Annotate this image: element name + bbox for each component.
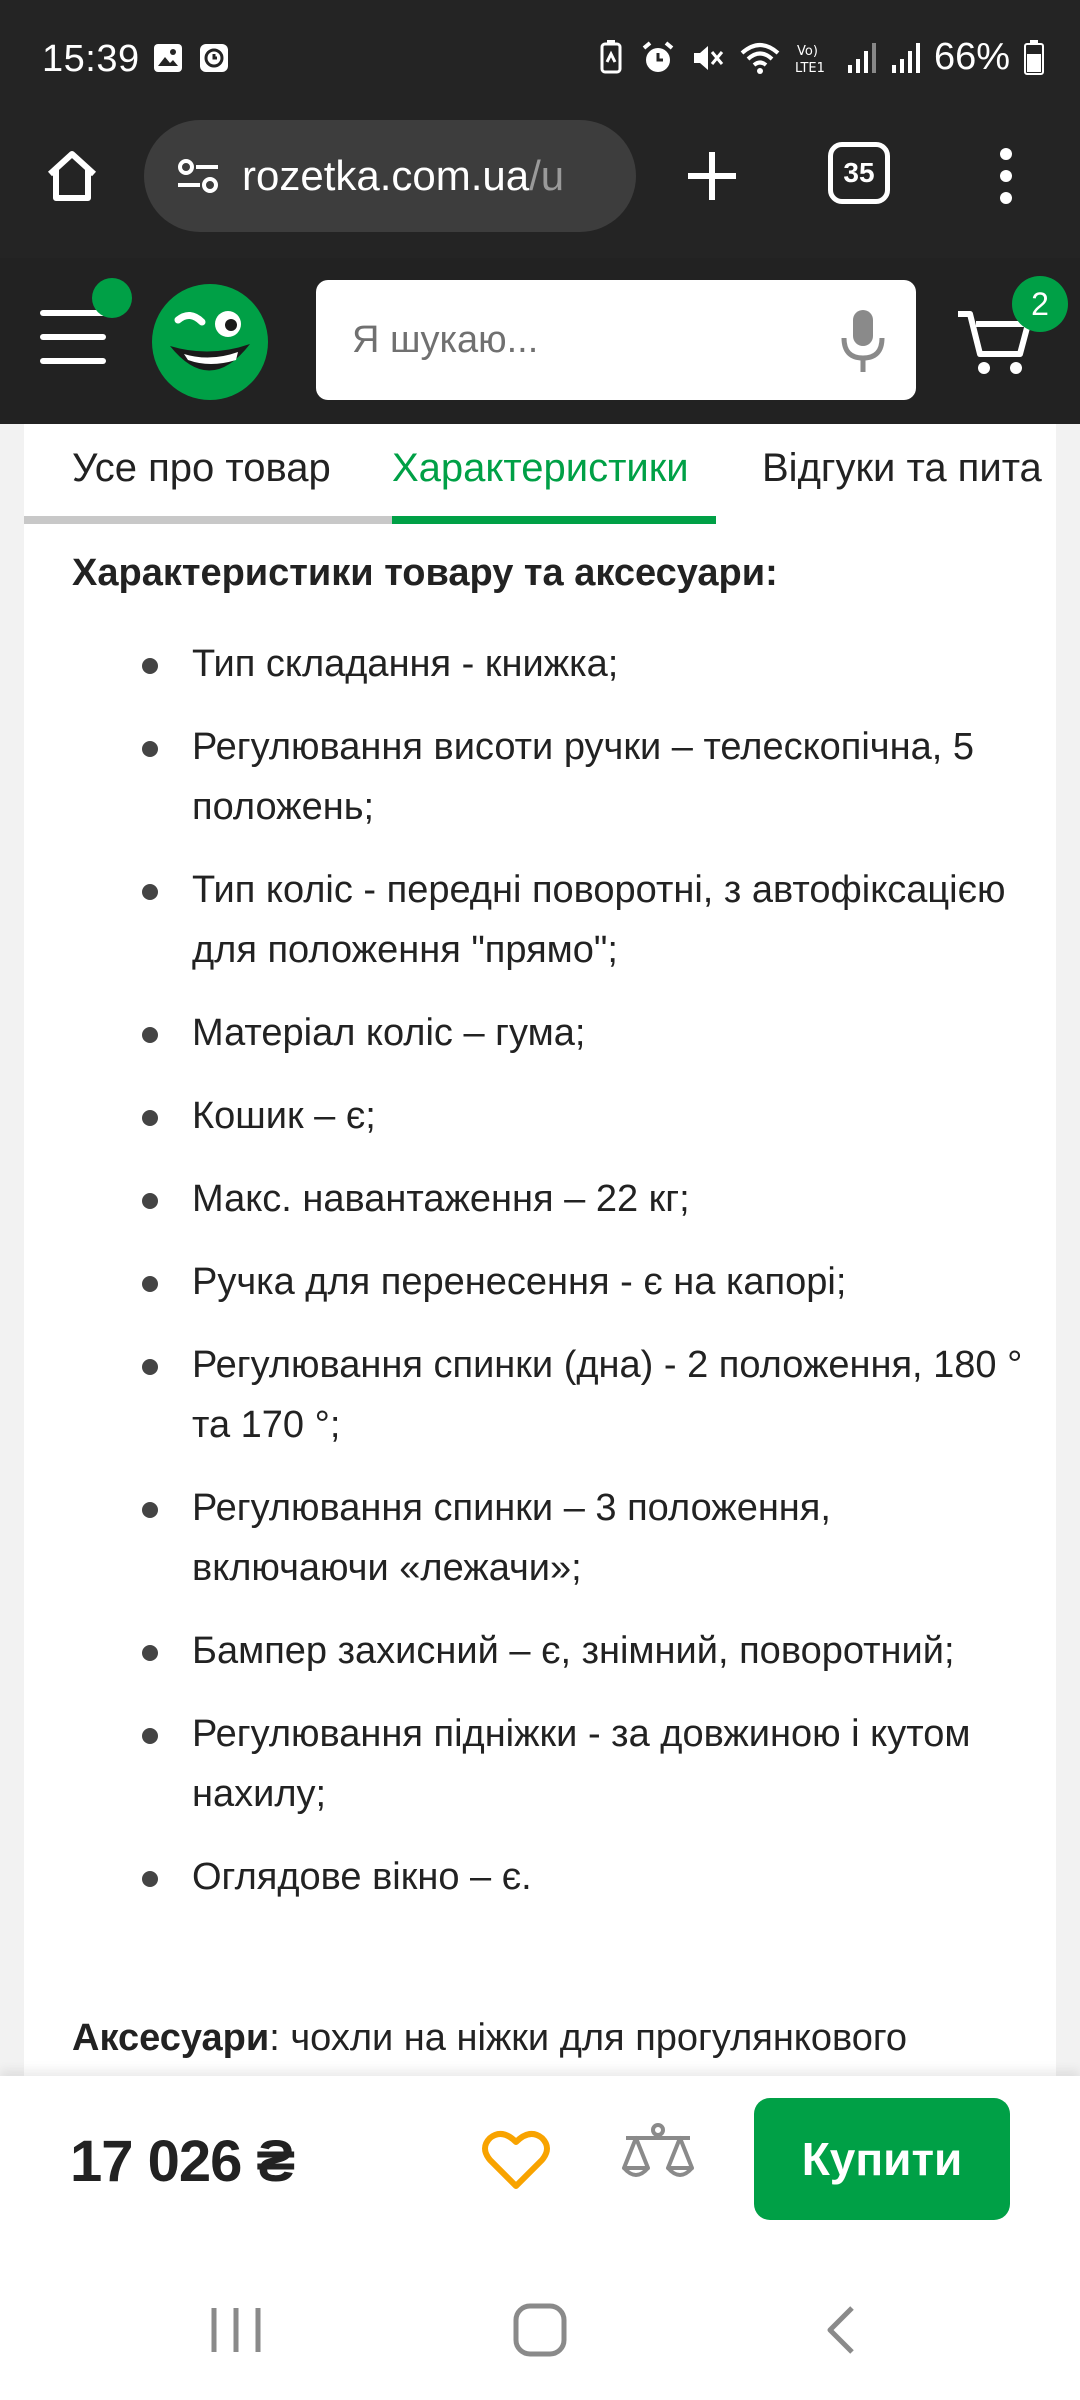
tab-characteristics[interactable]: Характеристики	[392, 446, 689, 490]
cart-count-badge: 2	[1012, 276, 1068, 332]
system-home-button[interactable]	[510, 2300, 570, 2360]
accessories-text: : чохли на ніжки для прогулянкового	[269, 2017, 908, 2059]
list-item: Бампер захисний – є, знімний, поворотний;	[72, 1621, 1032, 1681]
rozetka-logo[interactable]	[148, 280, 272, 404]
site-header	[0, 258, 1080, 424]
svg-text:LTE1: LTE1	[794, 60, 825, 76]
status-right-icons	[596, 36, 1044, 79]
browser-home-button[interactable]	[36, 140, 108, 212]
accessories-paragraph	[72, 2008, 1032, 2068]
purchase-bar	[0, 2076, 1080, 2260]
status-bar	[0, 0, 1080, 120]
battery-percent: 66%	[933, 36, 1010, 78]
system-nav-bar	[0, 2260, 1080, 2400]
scales-icon	[620, 2120, 696, 2196]
status-time: 15:39	[42, 38, 140, 80]
list-item: Тип коліс - передні поворотні, з автофіксацією для положення "прямо";	[72, 860, 1032, 980]
compare-button[interactable]	[620, 2120, 696, 2196]
accessories-label: Аксесуари	[72, 2017, 270, 2059]
url-text	[242, 152, 564, 200]
url-path: /u	[529, 152, 565, 199]
search-placeholder: Я шукаю...	[352, 318, 539, 361]
active-tab-indicator	[392, 516, 716, 524]
svg-text:Vo): Vo)	[796, 43, 818, 59]
hamburger-menu-button[interactable]	[40, 310, 110, 370]
microphone-icon	[840, 308, 886, 374]
search-input[interactable]	[316, 280, 916, 400]
list-item: Ручка для перенесення - є на капорі;	[72, 1252, 1032, 1312]
add-to-wishlist-button[interactable]	[482, 2126, 550, 2194]
list-item: Регулювання підніжки - за довжиною і кутом нахилу;	[72, 1704, 1032, 1824]
recent-apps-icon	[208, 2300, 264, 2360]
gallery-icon	[152, 42, 184, 74]
alarm-icon	[640, 40, 676, 76]
tab-all-about-product[interactable]: Усе про товар	[72, 446, 331, 490]
tab-switcher-button[interactable]: 35	[828, 142, 890, 204]
list-item: Тип складання - книжка;	[72, 634, 1032, 694]
site-settings-icon[interactable]	[174, 152, 222, 200]
list-item: Макс. навантаження – 22 кг;	[72, 1169, 1032, 1229]
browser-menu-button[interactable]	[982, 140, 1030, 212]
new-tab-button[interactable]	[676, 140, 748, 212]
browser-toolbar	[0, 120, 1080, 258]
feature-list	[72, 634, 1032, 1930]
battery-saver-icon	[596, 40, 626, 76]
system-back-button[interactable]	[820, 2300, 860, 2360]
section-heading: Характеристики товару та аксесуари:	[72, 552, 778, 594]
home-square-icon	[510, 2300, 570, 2360]
list-item: Регулювання висоти ручки – телескопічна, 5 положень;	[72, 717, 1032, 837]
signal-icon	[890, 41, 920, 75]
url-domain: rozetka.com.ua	[242, 152, 530, 199]
list-item: Кошик – є;	[72, 1086, 1032, 1146]
product-price: 17 026 ₴	[70, 2129, 295, 2194]
notification-dot	[92, 278, 132, 318]
volte-icon	[794, 40, 832, 76]
buy-button[interactable]: Купити	[754, 2098, 1010, 2220]
home-icon	[42, 146, 102, 206]
clock-app-icon	[198, 42, 230, 74]
status-left-icons	[152, 42, 230, 74]
list-item: Оглядове вікно – є.	[72, 1847, 1032, 1907]
signal-icon	[846, 41, 876, 75]
wifi-icon	[740, 41, 780, 75]
product-tabs	[24, 424, 1056, 524]
back-chevron-icon	[820, 2300, 860, 2360]
list-item: Матеріал коліс – гума;	[72, 1003, 1032, 1063]
heart-icon	[482, 2126, 550, 2194]
mute-icon	[690, 40, 726, 76]
address-bar[interactable]	[144, 120, 636, 232]
voice-search-button[interactable]	[840, 308, 886, 374]
recent-apps-button[interactable]	[208, 2300, 264, 2360]
tab-reviews[interactable]: Відгуки та пита	[762, 446, 1042, 490]
more-vertical-icon	[998, 148, 1014, 204]
list-item: Регулювання спинки – 3 положення, включаючи «лежачи»;	[72, 1478, 1032, 1598]
list-item: Регулювання спинки (дна) - 2 положення, 180 ° та 170 °;	[72, 1335, 1032, 1455]
plus-icon	[686, 150, 738, 202]
battery-icon	[1024, 40, 1044, 76]
